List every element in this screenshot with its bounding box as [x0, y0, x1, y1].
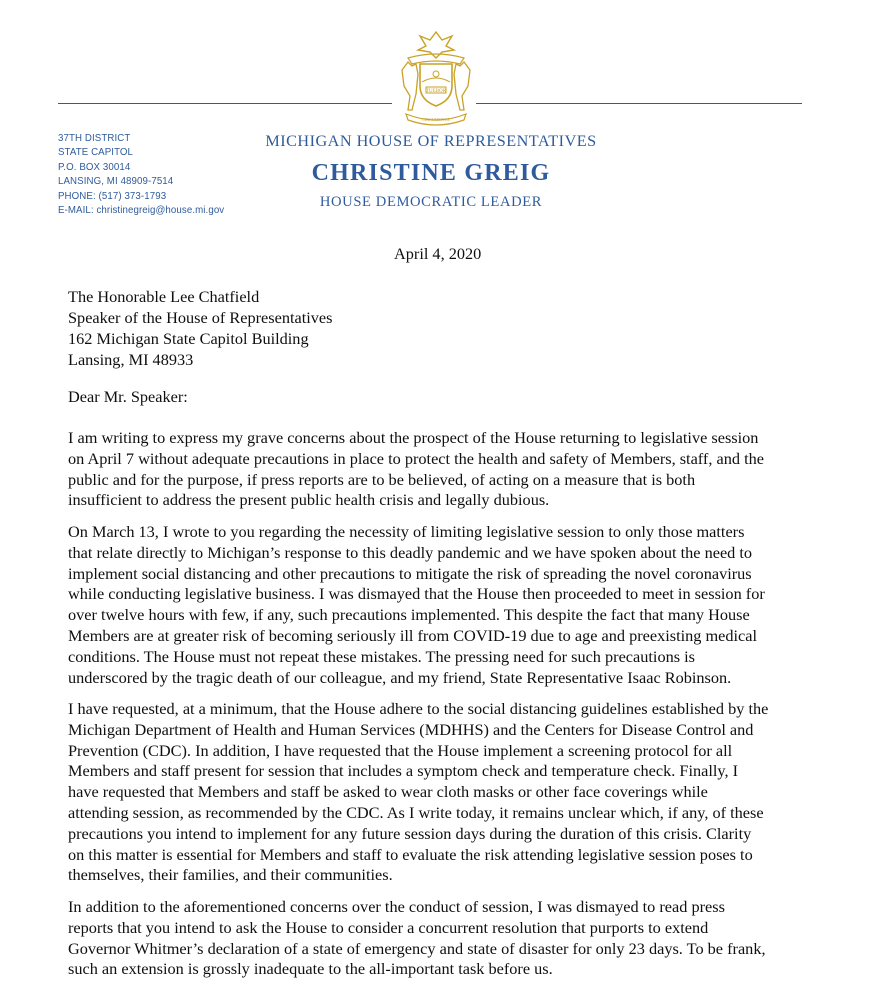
- paragraph-line: on April 7 without adequate precautions in place to protect the health and safety of Members, staff, and the: [68, 448, 764, 468]
- paragraph-2: [68, 522, 844, 688]
- paragraph-line: underscored by the tragic death of our colleague, and my friend, State Representative Isaac Robinson.: [68, 667, 732, 687]
- recipient-line: Speaker of the House of Representatives: [68, 308, 333, 327]
- organization-name: MICHIGAN HOUSE OF REPRESENTATIVES: [265, 132, 597, 150]
- recipient-address: [68, 286, 332, 370]
- contact-po-box: P.O. BOX 30014: [58, 161, 131, 173]
- paragraph-line: I am writing to express my grave concerns about the prospect of the House returning to legislative session: [68, 428, 759, 447]
- header-rule-right: [476, 103, 802, 104]
- paragraph-3: [68, 699, 844, 886]
- contact-email: E-MAIL: christinegreig@house.mi.gov: [58, 205, 225, 217]
- paragraph-line: I have requested, at a minimum, that the House adhere to the social distancing guidelines established by the: [68, 699, 769, 718]
- paragraph-line: have requested that Members and staff be asked to wear cloth masks or other face coverings while: [68, 782, 708, 802]
- paragraph-1: [68, 428, 844, 511]
- letter-date: April 4, 2020: [394, 244, 482, 263]
- seal-motto-lower: CIRCUMSPICE: [422, 117, 450, 122]
- sender-name: CHRISTINE GREIG: [311, 160, 551, 186]
- contact-phone: PHONE: (517) 373-1793: [58, 190, 167, 202]
- paragraph-line: Prevention (CDC). In addition, I have requested that the House implement a screening protocol for all: [68, 740, 733, 760]
- paragraph-line: implement social distancing and other precautions to mitigate the risk of spreading the novel coronavirus: [68, 563, 752, 583]
- paragraph-line: Members are at greater risk of becoming seriously ill from COVID-19 due to age and preexisting medical: [68, 625, 758, 645]
- paragraph-line: themselves, their families, and their communities.: [68, 865, 393, 885]
- state-seal-logo: [388, 26, 484, 130]
- paragraph-line: over twelve hours with few, if any, such precautions implemented. This despite the fact that many House: [68, 605, 750, 625]
- paragraph-line: insufficient to address the present public health crisis and legally dubious.: [68, 490, 550, 510]
- paragraph-line: reports that you intend to ask the House to consider a concurrent resolution that purports to extend: [68, 917, 709, 937]
- paragraph-line: on this matter is essential for Members and staff to evaluate the risk attending legislative session poses to: [68, 844, 753, 864]
- paragraph-line: conditions. The House must not repeat these mistakes. The pressing need for such precautions is: [68, 646, 695, 666]
- paragraph-line: Michigan Department of Health and Human Services (MDHHS) and the Centers for Disease Control and: [68, 719, 754, 739]
- salutation: Dear Mr. Speaker:: [68, 387, 188, 406]
- paragraph-line: such an extension is grossly inadequate to the all-important task before us.: [68, 959, 553, 979]
- recipient-line: Lansing, MI 48933: [68, 350, 194, 369]
- paragraph-4: [68, 897, 844, 980]
- paragraph-line: Governor Whitmer’s declaration of a state of emergency and state of disaster for only 23 days. To be frank,: [68, 938, 766, 958]
- paragraph-line: attending session, as recommended by the CDC. As I write today, it remains unclear which, if any, of these: [68, 802, 764, 822]
- contact-block: [58, 132, 224, 218]
- contact-district: 37TH DISTRICT: [58, 133, 131, 144]
- paragraph-line: precautions you intend to implement for any future session days during the duration of this crisis. Clarity: [68, 823, 752, 843]
- seal-motto: TUEBOR: [426, 89, 446, 94]
- contact-building: STATE CAPITOL: [58, 147, 134, 159]
- paragraph-line: On March 13, I wrote to you regarding the necessity of limiting legislative session to only those matters: [68, 522, 745, 541]
- recipient-line: 162 Michigan State Capitol Building: [68, 329, 309, 348]
- paragraph-line: public and for the purpose, if press reports are to be believed, of acting on a measure that is both: [68, 469, 696, 489]
- paragraph-line: Members and staff present for session that includes a symptom check and temperature check. Finally, I: [68, 761, 739, 781]
- paragraph-line: that relate directly to Michigan’s response to this deadly pandemic and we have spoken about the need to: [68, 542, 753, 562]
- recipient-line: The Honorable Lee Chatfield: [68, 287, 260, 306]
- paragraph-line: In addition to the aforementioned concerns over the conduct of session, I was dismayed to read press: [68, 897, 725, 916]
- sender-title: HOUSE DEMOCRATIC LEADER: [319, 194, 543, 210]
- header-rule-left: [58, 103, 392, 104]
- contact-city: LANSING, MI 48909-7514: [58, 176, 174, 188]
- paragraph-line: while conducting legislative business. I was dismayed that the House then proceeded to meet in session for: [68, 584, 765, 604]
